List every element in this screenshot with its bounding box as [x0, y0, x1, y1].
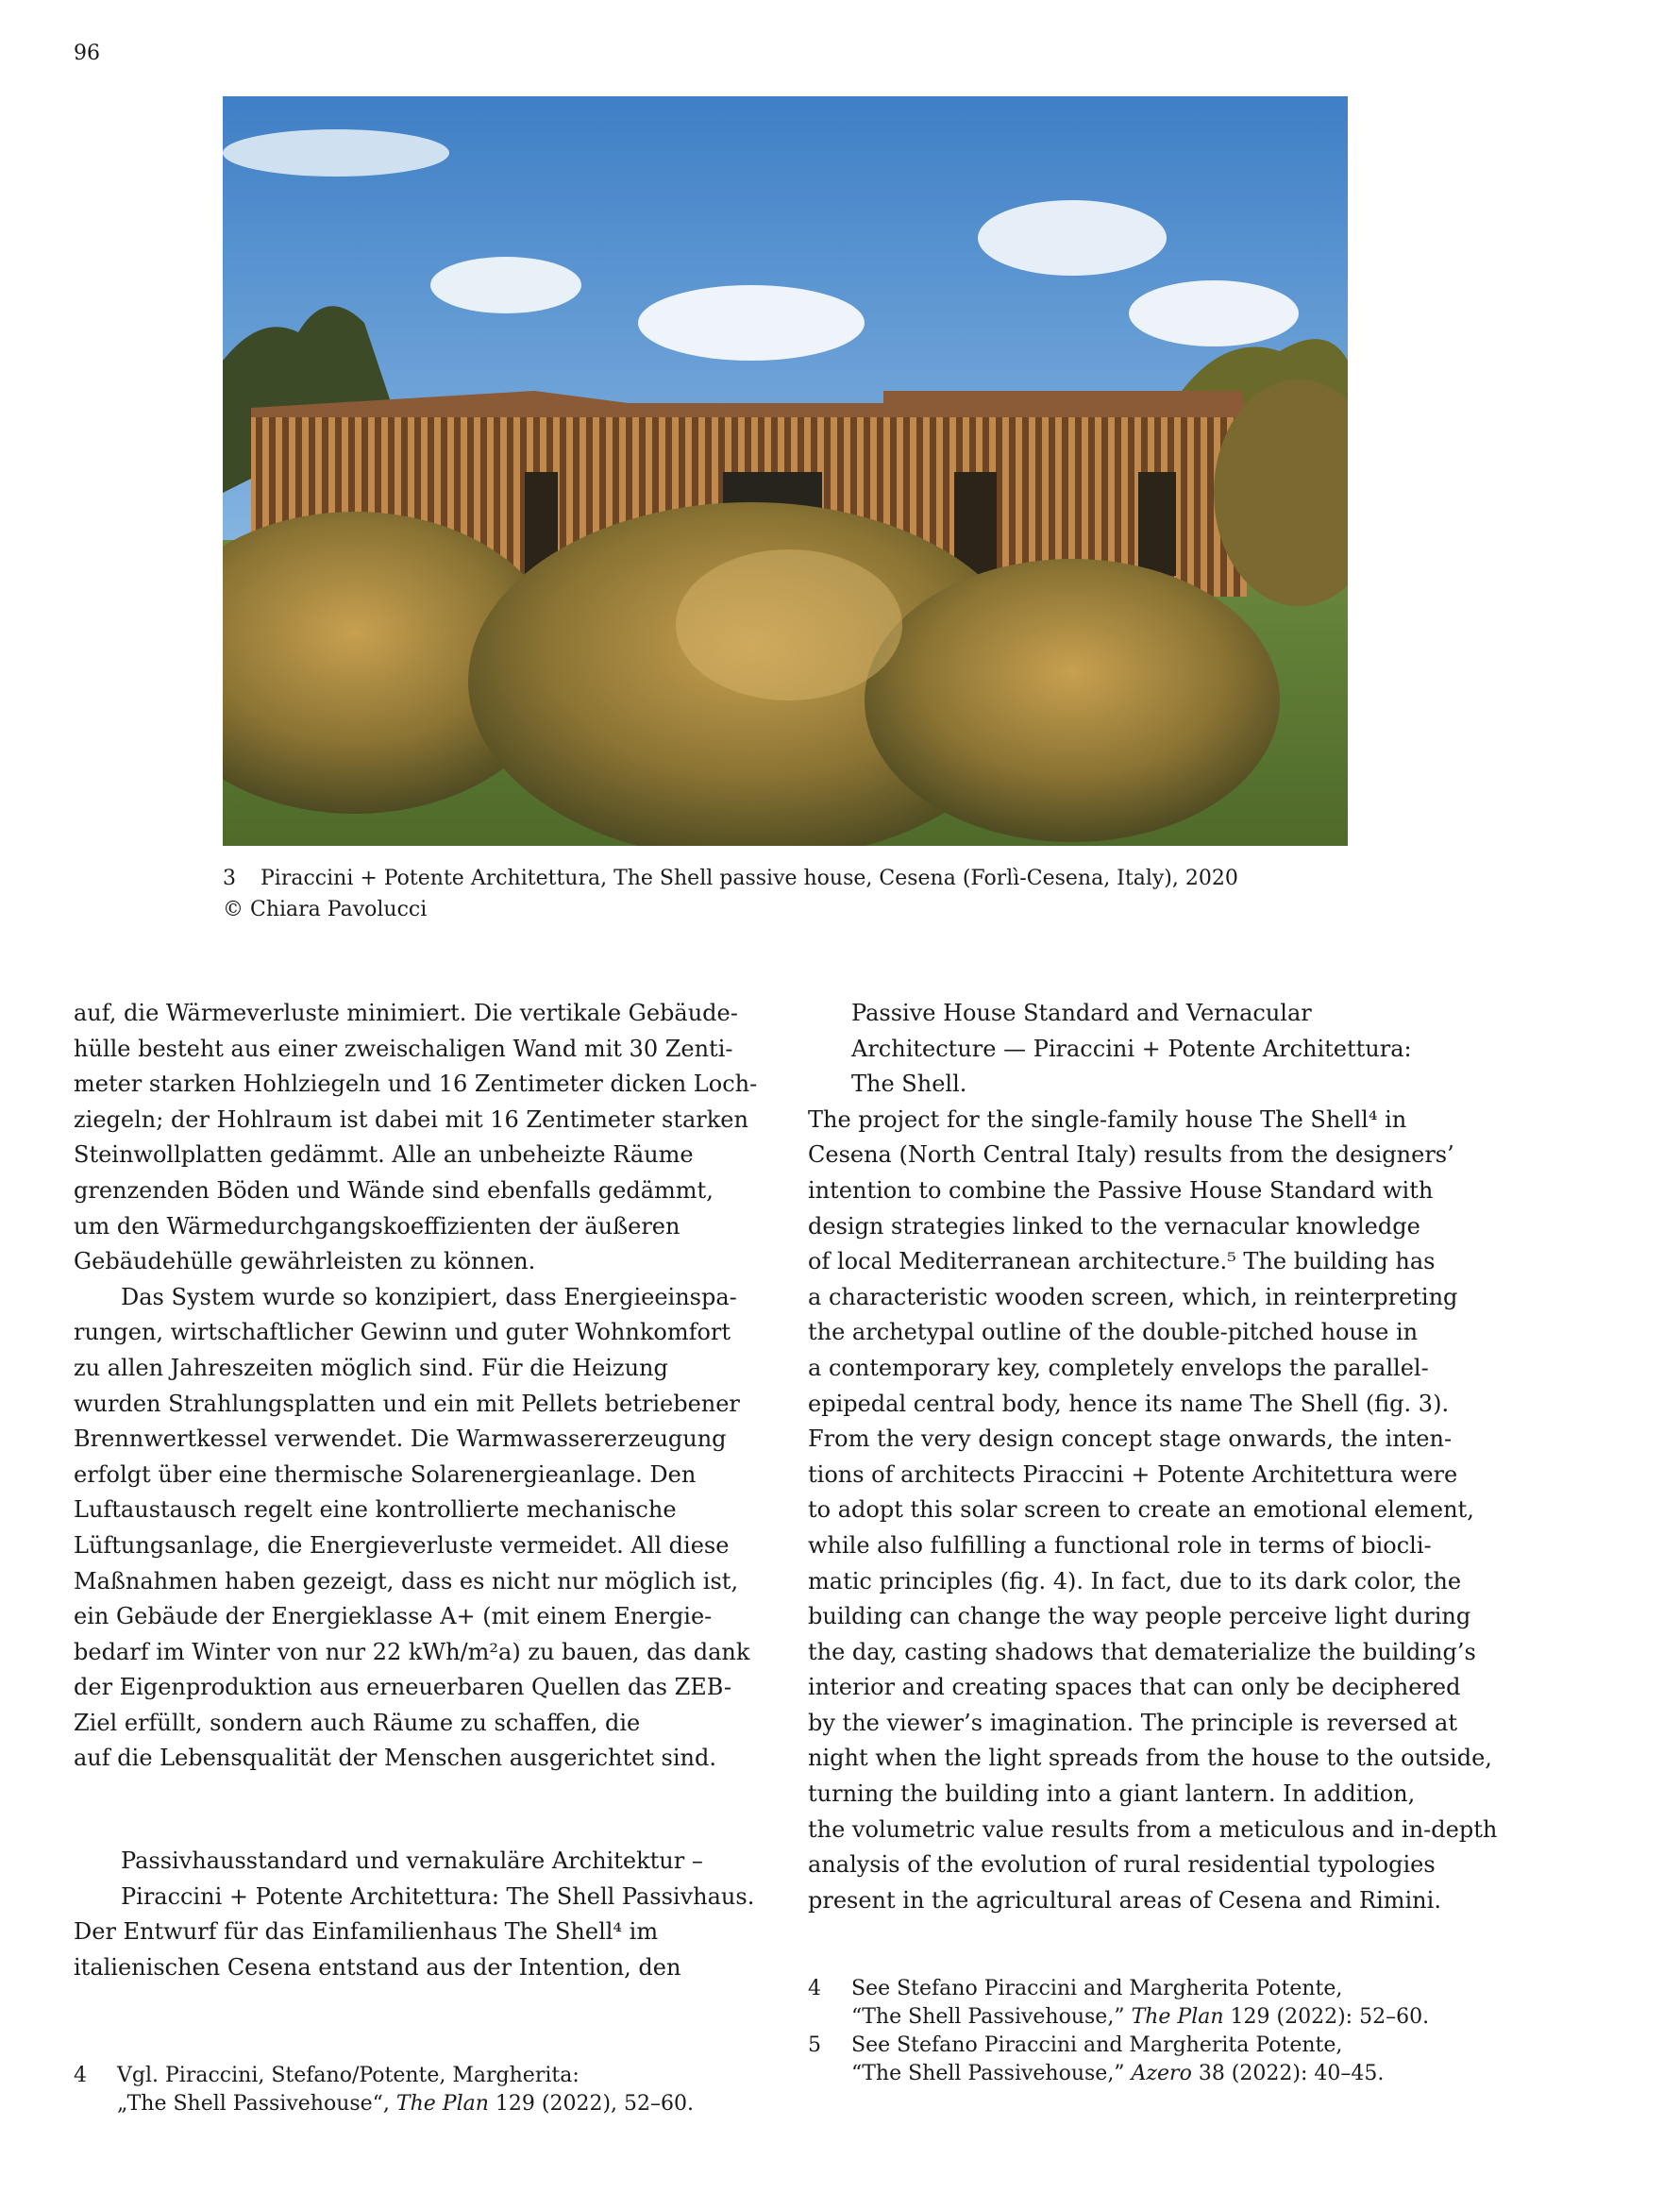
text-line: Der Entwurf für das Einfamilienhaus The Shell⁴ im	[74, 1918, 659, 1946]
text-line: Steinwollplatten gedämmt. Alle an unbeheizte Räume	[74, 1141, 694, 1169]
section-heading-line: The Shell.	[851, 1071, 967, 1098]
text-line: Lüftungsanlage, die Energieverluste vermeidet. All diese	[74, 1531, 730, 1559]
text-line: of local Mediterranean architecture.⁵ The building has	[808, 1248, 1436, 1275]
text-line: zu allen Jahreszeiten möglich sind. Für die Heizung	[74, 1354, 668, 1381]
text-line: turning the building into a giant lantern. In addition,	[808, 1780, 1416, 1808]
text-line: wurden Strahlungsplatten und ein mit Pellets betriebener	[74, 1390, 740, 1417]
figure-caption	[223, 863, 1450, 925]
text-line: Maßnahmen haben gezeigt, dass es nicht nur möglich ist,	[74, 1567, 739, 1594]
text-line: grenzenden Böden und Wände sind ebenfalls gedämmt,	[74, 1176, 714, 1204]
text-line: the archetypal outline of the double-pitched house in	[808, 1319, 1419, 1346]
caption-text: Piraccini + Potente Architettura, The Shell passive house, Cesena (Forlì-Cesena, Italy), 2020	[260, 867, 1238, 890]
section-heading-line: Passivhausstandard und vernakuläre Architektur –	[121, 1847, 703, 1875]
text-line: building can change the way people perceive light during	[808, 1603, 1471, 1630]
text-line: The project for the single-family house The Shell⁴ in	[808, 1105, 1407, 1133]
text-line: ein Gebäude der Energieklasse A+ (mit einem Energie-	[74, 1603, 713, 1630]
text-line: while also fulfilling a functional role in terms of biocli-	[808, 1531, 1432, 1559]
text-line: rungen, wirtschaftlicher Gewinn und guter Wohnkomfort	[74, 1319, 731, 1346]
footnote-text: See Stefano Piraccini and Margherita Potente,	[851, 1977, 1343, 2000]
footnote-number: 4	[808, 1977, 821, 2000]
section-heading-line: Passive House Standard and Vernacular	[851, 1000, 1312, 1026]
text-line: meter starken Hohlziegeln und 16 Zentimeter dicken Loch-	[74, 1071, 758, 1098]
text-line: auf die Lebensqualität der Menschen ausgerichtet sind.	[74, 1745, 716, 1772]
text-line: analysis of the evolution of rural residential typologies	[808, 1851, 1436, 1879]
text-line: Luftaustausch regelt eine kontrollierte mechanische	[74, 1496, 677, 1524]
footnote-text: 38 (2022): 40–45.	[1191, 2062, 1385, 2085]
footnote-text: „The Shell Passivehouse“,	[117, 2092, 396, 2116]
footnotes-english	[808, 1975, 1429, 2088]
text-line: matic principles (fig. 4). In fact, due to its dark color, the	[808, 1567, 1462, 1594]
text-line: Ziel erfüllt, sondern auch Räume zu schaffen, die	[74, 1709, 641, 1736]
text-line: interior and creating spaces that can only be deciphered	[808, 1674, 1461, 1701]
text-line: erfolgt über eine thermische Solarenergieanlage. Den	[74, 1460, 697, 1488]
text-line: um den Wärmedurchgangskoeffizienten der äußeren	[74, 1212, 680, 1240]
footnote-text: “The Shell Passivehouse,”	[851, 2062, 1132, 2085]
text-line: ziegeln; der Hohlraum ist dabei mit 16 Zentimeter starken	[74, 1105, 748, 1133]
text-line: auf, die Wärmeverluste minimiert. Die vertikale Gebäude-	[74, 1000, 738, 1026]
text-line: the day, casting shadows that dematerialize the building’s	[808, 1638, 1476, 1665]
journal-title: The Plan	[395, 2092, 489, 2116]
text-line: italienischen Cesena entstand aus der Intention, den	[74, 1953, 681, 1981]
text-line: tions of architects Piraccini + Potente Architettura were	[808, 1460, 1458, 1488]
text-line: by the viewer’s imagination. The principle is reversed at	[808, 1709, 1457, 1736]
footnote-text: “The Shell Passivehouse,”	[851, 2005, 1132, 2029]
page-number: 96	[74, 42, 100, 65]
text-line: a characteristic wooden screen, which, in reinterpreting	[808, 1283, 1458, 1310]
text-line: present in the agricultural areas of Cesena and Rimini.	[808, 1886, 1441, 1914]
text-line: Das System wurde so konzipiert, dass Energieeinspa-	[121, 1283, 737, 1310]
text-line: hülle besteht aus einer zweischaligen Wand mit 30 Zenti-	[74, 1035, 733, 1062]
text-line: Brennwertkessel verwendet. Die Warmwassererzeugung	[74, 1425, 727, 1453]
house-photo	[223, 96, 1348, 846]
footnote-text: Vgl. Piraccini, Stefano/Potente, Margherita:	[117, 2064, 580, 2087]
section-heading-line: Piraccini + Potente Architettura: The Shell Passivhaus.	[121, 1882, 755, 1910]
text-line: bedarf im Winter von nur 22 kWh/m²a) zu bauen, das dank	[74, 1638, 750, 1665]
text-line: night when the light spreads from the house to the outside,	[808, 1745, 1492, 1772]
journal-title: Azero	[1131, 2062, 1192, 2085]
footnote-number: 4	[74, 2064, 87, 2087]
text-line: der Eigenproduktion aus erneuerbaren Quellen das ZEB-	[74, 1674, 731, 1701]
text-line: to adopt this solar screen to create an emotional element,	[808, 1496, 1474, 1524]
footnote-number: 5	[808, 2033, 821, 2057]
text-line: a contemporary key, completely envelops the parallel-	[808, 1354, 1429, 1381]
caption-number: 3	[223, 867, 236, 890]
photo-credit: © Chiara Pavolucci	[223, 898, 428, 921]
footnote-text: 129 (2022), 52–60.	[488, 2092, 695, 2116]
text-line: Gebäudehülle gewährleisten zu können.	[74, 1248, 536, 1275]
text-line: intention to combine the Passive House Standard with	[808, 1176, 1434, 1204]
text-line: design strategies linked to the vernacular knowledge	[808, 1212, 1420, 1240]
english-column	[808, 996, 1525, 1918]
text-line: the volumetric value results from a meticulous and in-depth	[808, 1815, 1498, 1843]
journal-title: The Plan	[1131, 2005, 1224, 2029]
footnote-4-german	[74, 2062, 694, 2118]
section-heading-line: Architecture — Piraccini + Potente Architettura:	[851, 1035, 1412, 1062]
text-line: From the very design concept stage onwards, the inten-	[808, 1425, 1453, 1453]
footnote-text: See Stefano Piraccini and Margherita Potente,	[851, 2033, 1343, 2057]
footnote-text: 129 (2022): 52–60.	[1223, 2005, 1430, 2029]
german-column	[74, 996, 791, 1985]
text-line: epipedal central body, hence its name The Shell (fig. 3).	[808, 1390, 1450, 1417]
text-line: Cesena (North Central Italy) results from the designers’	[808, 1141, 1454, 1169]
